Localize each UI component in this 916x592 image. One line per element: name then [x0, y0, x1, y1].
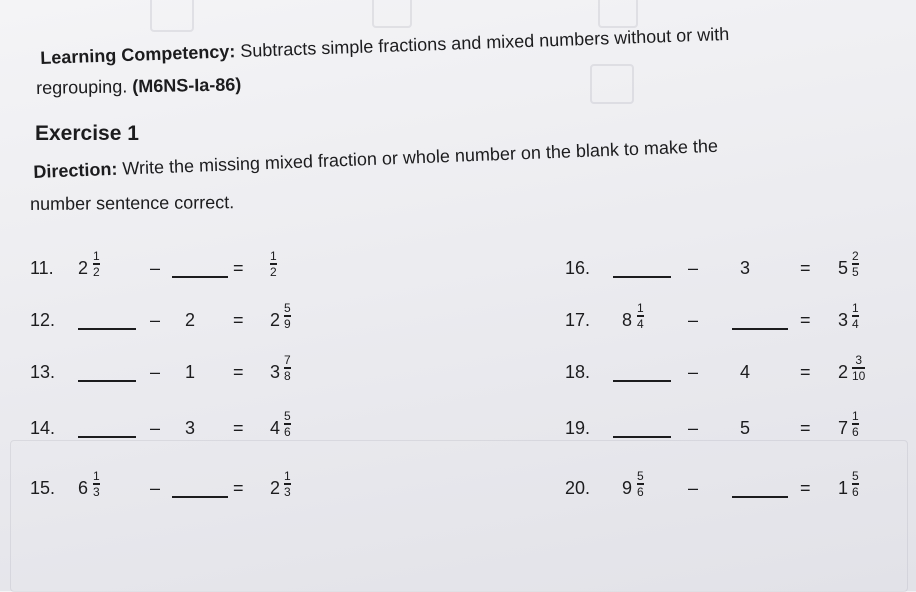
minus-sign: –: [688, 362, 699, 382]
operand-whole: 3: [740, 258, 751, 278]
operand-whole: 6: [78, 478, 89, 498]
item-number: 14.: [30, 418, 56, 438]
item-number: 15.: [30, 478, 56, 498]
direction-label: Direction:: [33, 158, 118, 182]
denominator: 4: [852, 316, 859, 331]
numerator: 5: [284, 301, 291, 315]
answer-blank[interactable]: [732, 496, 788, 498]
answer-blank[interactable]: [172, 496, 228, 498]
minus-sign: –: [150, 258, 161, 278]
minus-sign: –: [150, 478, 161, 498]
operand-whole: 1: [185, 362, 196, 382]
answer-blank[interactable]: [78, 380, 136, 382]
operand-whole: 5: [740, 418, 751, 438]
denominator: 8: [284, 368, 291, 383]
result-fraction: [852, 250, 859, 278]
item-number: 12.: [30, 310, 56, 330]
denominator: 3: [284, 484, 291, 499]
item-number: 16.: [565, 258, 591, 278]
answer-blank[interactable]: [78, 436, 136, 438]
item-number: 18.: [565, 362, 591, 382]
result-fraction: [284, 354, 291, 382]
item-number: 20.: [565, 478, 591, 498]
background-mark: [598, 0, 638, 28]
answer-blank[interactable]: [613, 436, 671, 438]
minus-sign: –: [688, 478, 699, 498]
minus-sign: –: [688, 310, 699, 330]
result-fraction: [284, 410, 291, 438]
competency-code: (M6NS-Ia-86): [132, 74, 242, 97]
operand-fraction: [93, 250, 100, 278]
numerator: 5: [637, 469, 644, 483]
equals-sign: =: [233, 418, 244, 438]
numerator: 3: [855, 353, 863, 367]
result-whole: 4: [270, 418, 281, 438]
minus-sign: –: [688, 258, 699, 278]
answer-blank[interactable]: [732, 328, 788, 330]
operand-fraction: [637, 302, 644, 330]
item-number: 13.: [30, 362, 56, 382]
result-whole: 2: [838, 362, 849, 382]
numerator: 1: [284, 469, 291, 483]
denominator: 5: [852, 264, 859, 279]
numerator: 2: [852, 249, 859, 263]
answer-blank[interactable]: [78, 328, 136, 330]
numerator: 1: [852, 301, 859, 315]
numerator: 1: [93, 469, 100, 483]
equals-sign: =: [800, 418, 811, 438]
denominator: 4: [637, 316, 644, 331]
result-fraction: [852, 354, 865, 382]
answer-blank[interactable]: [613, 380, 671, 382]
background-mark: [10, 440, 908, 592]
result-fraction: [852, 470, 859, 498]
result-whole: 3: [838, 310, 849, 330]
item-number: 17.: [565, 310, 591, 330]
result-whole: 5: [838, 258, 849, 278]
result-fraction: [270, 250, 277, 278]
result-whole: 3: [270, 362, 281, 382]
denominator: 6: [852, 484, 859, 499]
background-mark: [590, 64, 634, 104]
result-fraction: [852, 302, 859, 330]
equals-sign: =: [233, 310, 244, 330]
operand-whole: 2: [78, 258, 89, 278]
numerator: 5: [284, 409, 291, 423]
numerator: 1: [270, 249, 277, 263]
result-whole: 2: [270, 310, 281, 330]
operand-whole: 8: [622, 310, 633, 330]
item-number: 19.: [565, 418, 591, 438]
answer-blank[interactable]: [613, 276, 671, 278]
operand-whole: 9: [622, 478, 633, 498]
denominator: 2: [270, 264, 277, 279]
equals-sign: =: [233, 478, 244, 498]
numerator: 7: [284, 353, 291, 367]
direction-cont: [30, 192, 234, 215]
learning-competency: [40, 24, 730, 69]
denominator: 6: [852, 424, 859, 439]
equals-sign: =: [800, 362, 811, 382]
minus-sign: –: [150, 310, 161, 330]
operand-whole: 3: [185, 418, 196, 438]
operand-fraction: [637, 470, 644, 498]
result-fraction: [284, 470, 291, 498]
background-mark: [150, 0, 194, 32]
equals-sign: =: [800, 258, 811, 278]
numerator: 1: [852, 409, 859, 423]
item-number: 11.: [30, 258, 54, 278]
minus-sign: –: [688, 418, 699, 438]
minus-sign: –: [150, 362, 161, 382]
equals-sign: =: [233, 258, 244, 278]
background-mark: [372, 0, 412, 28]
operand-whole: 2: [185, 310, 196, 330]
numerator: 5: [852, 469, 859, 483]
numerator: 1: [93, 249, 100, 263]
direction-text-2: number sentence correct.: [30, 192, 235, 214]
equals-sign: =: [800, 478, 811, 498]
direction-text: Write the missing mixed fraction or whole number on the blank to make the: [121, 135, 719, 179]
denominator: 9: [284, 316, 291, 331]
denominator: 10: [852, 368, 866, 383]
denominator: 6: [284, 424, 291, 439]
result-whole: 1: [838, 478, 849, 498]
competency-text: Subtracts simple fractions and mixed numbers without or with: [239, 23, 730, 62]
denominator: 2: [93, 264, 100, 279]
result-fraction: [284, 302, 291, 330]
denominator: 6: [637, 484, 644, 499]
competency-text-2: regrouping.: [36, 76, 128, 98]
result-whole: 2: [270, 478, 281, 498]
result-fraction: [852, 410, 859, 438]
exercise-title: Exercise 1: [35, 122, 139, 145]
numerator: 1: [637, 301, 644, 315]
competency-label: Learning Competency:: [40, 41, 236, 68]
result-whole: 7: [838, 418, 849, 438]
equals-sign: =: [800, 310, 811, 330]
equals-sign: =: [233, 362, 244, 382]
minus-sign: –: [150, 418, 161, 438]
denominator: 3: [93, 484, 100, 499]
operand-whole: 4: [740, 362, 751, 382]
operand-fraction: [93, 470, 100, 498]
learning-competency-cont: [36, 74, 241, 99]
answer-blank[interactable]: [172, 276, 228, 278]
